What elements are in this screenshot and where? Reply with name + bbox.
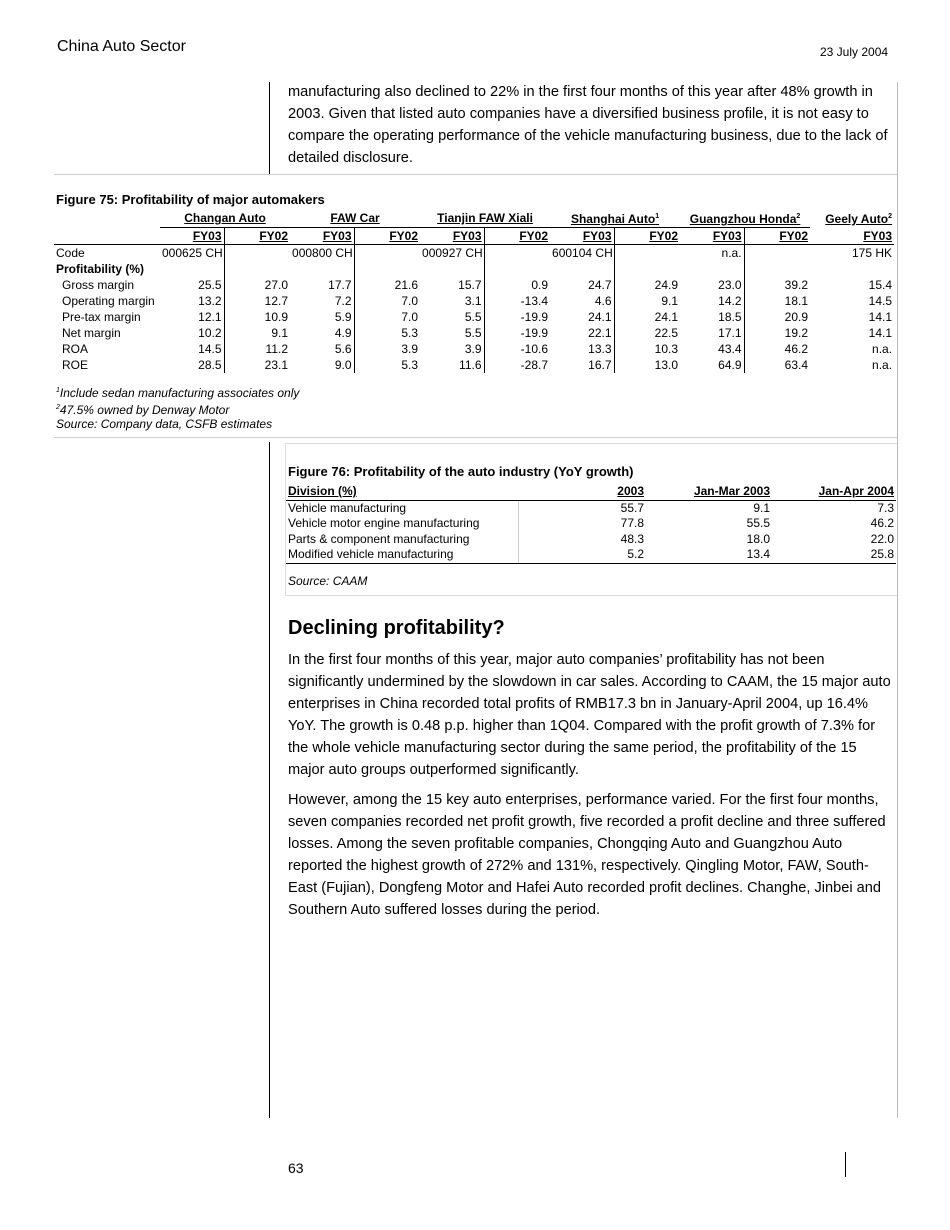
fig75-empty-cell (550, 261, 614, 277)
fig75-value-cell: 5.3 (401, 358, 419, 372)
fig75-value-cell: -19.9 (520, 310, 549, 324)
fig76-division-cell: Vehicle manufacturing (286, 500, 518, 516)
figure-76-source: Source: CAAM (288, 574, 368, 588)
fig75-value-cell: -19.9 (520, 326, 549, 340)
fig75-value-cell: 23.1 (264, 358, 289, 372)
fig75-group-label: Guangzhou Honda (689, 212, 797, 226)
fig75-value-cell: 5.3 (401, 326, 419, 340)
fig75-group-header (420, 209, 550, 228)
section-heading: Declining profitability? (288, 617, 505, 639)
fig75-group-footnote-marker: 2 (888, 213, 893, 221)
fig75-group-header (680, 209, 810, 228)
fig75-value-cell: 18.1 (784, 294, 809, 308)
fig75-data-row (54, 357, 894, 373)
fig76-value-cell: 5.2 (518, 547, 646, 563)
note-2-marker: 2 (56, 404, 60, 411)
fig75-row-label: ROA (62, 342, 89, 356)
fig75-corner-cell (54, 209, 160, 228)
fig75-value-cell: 5.9 (290, 309, 354, 325)
fig75-value-cell: 4.6 (550, 293, 614, 309)
fig75-value-cell: 15.7 (420, 277, 484, 293)
fig75-code-cell (484, 245, 550, 262)
fig75-year-header: FY03 (550, 228, 614, 245)
fig75-value-cell: 9.0 (290, 357, 354, 373)
fig75-value-cell: 43.4 (680, 341, 744, 357)
fig75-value-cell: 28.5 (160, 357, 224, 373)
figure-76-top-rule (285, 443, 897, 444)
figure-75-table (54, 209, 894, 373)
fig76-data-row (286, 500, 896, 516)
fig75-data-row (54, 325, 894, 341)
section-paragraph-1: In the first four months of this year, major auto companies’ profitability has not been significantly undermined by the slowdown in car sales. According to CAAM, the 15 major auto enterprises in China recorded total profits of RMB17.3 bn in January-April 2004, up 16.4% YoY. The growth is 0.48 p.p. higher than 1Q04. Compared with the profit growth of 7.3% for the whole vehicle manufacturing sector during the same period, the profitability of the 15 major auto groups outperformed significantly. (288, 652, 891, 778)
fig75-group-label: Shanghai Auto (570, 212, 656, 226)
fig75-value-cell: 10.9 (264, 310, 289, 324)
fig76-value-cell: 22.0 (870, 531, 894, 546)
fig75-code-cell: 000927 CH (422, 246, 483, 260)
fig75-row-label: Pre-tax margin (62, 310, 141, 324)
figure-76-bottom-rule (285, 595, 897, 596)
fig76-division-cell: Parts & component manufacturing (286, 532, 518, 548)
figure-75-top-rule (54, 174, 897, 175)
fig75-value-cell: 7.0 (401, 294, 419, 308)
fig75-code-cell: 000800 CH (292, 246, 353, 260)
fig75-value-cell: 0.9 (531, 278, 549, 292)
fig75-code-row (54, 245, 894, 262)
fig75-empty-cell (160, 261, 224, 277)
fig75-year-header: FY03 (863, 228, 893, 243)
fig75-value-cell: 4.9 (290, 325, 354, 341)
page-number: 63 (288, 1160, 304, 1176)
fig76-column-header: Jan-Mar 2003 (646, 484, 772, 500)
fig76-value-cell: 25.8 (772, 547, 896, 563)
fig75-row-label: Operating margin (62, 294, 155, 308)
fig75-value-cell: 10.3 (654, 342, 679, 356)
fig75-year-header: FY02 (354, 228, 420, 245)
fig75-value-cell: 13.3 (550, 341, 614, 357)
fig76-value-cell: 7.3 (877, 500, 894, 515)
fig75-empty-cell (420, 261, 484, 277)
figure-76-table (286, 484, 896, 564)
fig75-group-footnote-marker: 2 (796, 213, 801, 220)
fig75-value-cell: 39.2 (784, 278, 809, 292)
fig75-empty-cell (290, 261, 354, 277)
note-1-text: Include sedan manufacturing associates only (59, 386, 300, 400)
fig75-value-cell: 14.1 (868, 326, 893, 340)
fig75-value-cell: 16.7 (550, 357, 614, 373)
fig75-value-cell: 15.4 (868, 278, 893, 292)
fig75-value-cell: 46.2 (784, 342, 809, 356)
fig75-empty-cell (354, 261, 420, 277)
fig76-data-row (286, 532, 896, 548)
fig75-row-label: ROE (62, 358, 89, 372)
fig76-value-cell: 9.1 (753, 500, 770, 515)
fig76-data-row (286, 516, 896, 532)
fig75-empty-cell (810, 261, 894, 277)
fig75-value-cell: 63.4 (784, 358, 809, 372)
fig75-value-cell: n.a. (872, 358, 893, 372)
fig75-value-cell: 3.9 (401, 342, 419, 356)
fig76-value-cell: 48.3 (620, 531, 644, 546)
fig75-code-cell (354, 245, 420, 262)
fig75-value-cell: 5.6 (290, 341, 354, 357)
fig75-value-cell: 11.6 (420, 357, 484, 373)
fig75-code-cell: 175 HK (852, 246, 893, 260)
fig76-value-cell: 13.4 (646, 547, 772, 563)
fig75-code-cell: n.a. (680, 245, 744, 262)
fig75-value-cell: -13.4 (520, 294, 549, 308)
fig75-code-cell: 600104 CH (552, 246, 613, 260)
fig75-group-label: FAW Car (330, 211, 380, 225)
fig75-year-header: FY03 (420, 228, 484, 245)
fig75-code-cell (744, 245, 810, 262)
fig75-group-header (550, 209, 680, 228)
fig75-code-cell (614, 245, 680, 262)
fig75-value-cell: 22.1 (550, 325, 614, 341)
fig75-year-header: FY03 (290, 228, 354, 245)
fig75-value-cell: 9.1 (271, 326, 289, 340)
fig76-value-cell: 55.5 (746, 516, 770, 530)
fig75-subheader-blank (54, 228, 160, 245)
figure-76-title: Figure 76: Profitability of the auto industry (YoY growth) (288, 464, 634, 479)
fig75-value-cell: 21.6 (394, 278, 419, 292)
fig75-row-label: Net margin (62, 326, 121, 340)
fig75-value-cell: 13.0 (654, 358, 679, 372)
fig75-value-cell: 20.9 (784, 310, 809, 324)
fig75-empty-cell (614, 261, 680, 277)
fig75-empty-cell (484, 261, 550, 277)
fig75-value-cell: 24.7 (550, 277, 614, 293)
fig75-value-cell: 25.5 (160, 277, 224, 293)
fig75-value-cell: 7.0 (401, 310, 419, 324)
fig75-data-row (54, 293, 894, 309)
fig75-value-cell: 18.5 (680, 309, 744, 325)
fig75-value-cell: 3.1 (420, 293, 484, 309)
fig75-value-cell: 64.9 (680, 357, 744, 373)
fig75-group-label: Changan Auto (184, 211, 266, 225)
fig75-group-label: Geely Auto (825, 212, 889, 227)
fig75-value-cell: 11.2 (265, 342, 289, 356)
fig75-value-cell: 13.2 (160, 293, 224, 309)
fig75-group-header-row (54, 209, 894, 228)
fig75-year-header: FY02 (744, 228, 810, 245)
fig75-empty-cell (680, 261, 744, 277)
fig75-value-cell: 17.7 (290, 277, 354, 293)
fig75-value-cell: 7.2 (290, 293, 354, 309)
fig75-value-cell: 24.9 (654, 278, 679, 292)
fig76-data-row (286, 547, 896, 563)
fig75-value-cell: 5.5 (420, 325, 484, 341)
section-paragraph-2: However, among the 15 key auto enterprises, performance varied. For the first four months, seven companies recorded net profit growth, five recorded a profit decline and three suffered losses. Among the seven profitable companies, Chongqing Auto and Guangzhou Auto reported the highest growth of 272% and 131%, respectively. Qingling Motor, FAW, South-East (Fujian), Dongfeng Motor and Hafei Auto recorded profit declines. Changhe, Jinbei and Southern Auto suffered losses during the period. (288, 792, 886, 918)
fig76-value-cell: 46.2 (870, 516, 894, 530)
fig75-subheader-row (54, 228, 894, 245)
fig75-value-cell: 17.1 (680, 325, 744, 341)
note-2-text: 47.5% owned by Denway Motor (59, 403, 230, 417)
fig76-column-header: Jan-Apr 2004 (772, 484, 896, 500)
fig75-value-cell: 22.5 (654, 326, 679, 340)
column-rule-top (269, 82, 270, 174)
intro-paragraph: manufacturing also declined to 22% in the first four months of this year after 48% growth in 2003. Given that listed auto companies have a diversified business profile, it is not easy to compare the operating performance of the vehicle manufacturing business, due to the lack of detailed disclosure. (288, 84, 888, 166)
fig75-year-header: FY02 (484, 228, 550, 245)
column-rule-bottom (269, 442, 270, 1118)
fig75-empty-cell (744, 261, 810, 277)
right-margin-rule (897, 82, 898, 1118)
fig75-group-header (810, 209, 894, 228)
fig76-value-cell: 77.8 (620, 516, 644, 530)
note-1-marker: 1 (56, 387, 60, 394)
fig76-header-row (286, 484, 896, 500)
figure-75-source: Source: Company data, CSFB estimates (56, 417, 273, 431)
figure-75-title: Figure 75: Profitability of major automakers (56, 192, 325, 207)
fig75-data-row (54, 341, 894, 357)
fig75-code-cell (224, 245, 290, 262)
fig76-value-cell: 55.7 (620, 500, 644, 515)
fig75-empty-cell (224, 261, 290, 277)
fig75-value-cell: 3.9 (420, 341, 484, 357)
fig75-row-label: Gross margin (62, 278, 135, 292)
fig75-section-row (54, 261, 894, 277)
fig75-value-cell: 5.5 (420, 309, 484, 325)
fig75-value-cell: 12.1 (160, 309, 224, 325)
fig75-value-cell: 19.2 (784, 326, 809, 340)
fig76-division-cell: Modified vehicle manufacturing (286, 547, 518, 563)
fig75-year-header: FY02 (614, 228, 680, 245)
fig75-value-cell: -28.7 (520, 358, 549, 372)
document-title: China Auto Sector (57, 38, 186, 55)
fig76-column-header: 2003 (518, 484, 646, 500)
fig75-group-label: Tianjin FAW Xiali (437, 211, 533, 225)
footer-rule (845, 1152, 846, 1177)
fig75-value-cell: 14.2 (680, 293, 744, 309)
fig75-data-row (54, 309, 894, 325)
fig76-value-cell: 18.0 (746, 531, 770, 546)
figure-75-bottom-rule (54, 437, 897, 438)
fig75-value-cell: -10.6 (520, 342, 549, 356)
fig76-column-header: Division (%) (286, 484, 518, 500)
fig75-value-cell: n.a. (872, 342, 893, 356)
fig75-value-cell: 14.5 (868, 294, 893, 308)
fig75-value-cell: 14.1 (868, 310, 893, 324)
fig75-value-cell: 14.5 (160, 341, 224, 357)
fig75-value-cell: 24.1 (654, 310, 679, 324)
fig75-value-cell: 27.0 (264, 278, 289, 292)
fig75-code-cell: 000625 CH (162, 246, 223, 260)
document-date: 23 July 2004 (820, 45, 889, 59)
fig75-value-cell: 12.7 (264, 294, 289, 308)
fig75-section-label: Profitability (%) (56, 262, 145, 276)
fig75-group-header (160, 209, 290, 228)
fig75-group-footnote-marker: 1 (655, 213, 660, 220)
fig76-division-cell: Vehicle motor engine manufacturing (286, 516, 518, 532)
fig75-year-header: FY02 (224, 228, 290, 245)
fig75-year-header: FY03 (680, 228, 744, 245)
fig75-value-cell: 24.1 (550, 309, 614, 325)
fig75-value-cell: 9.1 (661, 294, 679, 308)
fig75-row-label: Code (56, 246, 85, 260)
fig75-year-header: FY03 (160, 228, 224, 245)
fig75-data-row (54, 277, 894, 293)
fig75-value-cell: 23.0 (680, 277, 744, 293)
fig75-group-header (290, 209, 420, 228)
fig75-value-cell: 10.2 (160, 325, 224, 341)
